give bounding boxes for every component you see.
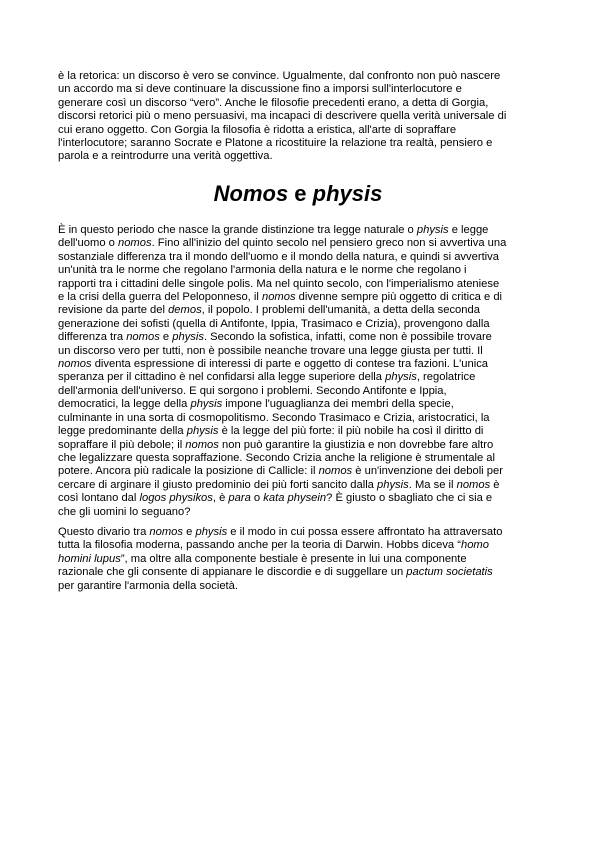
text-run: e legge xyxy=(448,224,489,236)
text-run: impone l'uguaglianza dei membri della specie, xyxy=(222,398,454,411)
title-conjunction: e xyxy=(288,181,313,206)
text-run: è un'invenzione dei deboli per xyxy=(352,465,503,478)
italic-term: physis xyxy=(416,224,449,236)
italic-term: demos xyxy=(168,304,202,317)
text-run: dell'armonia dell'universo. E qui sorgono i problemi. Secondo Antifonte e Ippia, xyxy=(58,384,447,397)
text-line xyxy=(58,371,548,384)
italic-term: nomos xyxy=(126,331,160,344)
text-line xyxy=(58,439,548,452)
text-run: revisione da parte del xyxy=(58,304,169,317)
italic-term: homo xyxy=(460,539,489,552)
text-run: dell'uomo o xyxy=(58,237,118,250)
text-run: generazione dei sofisti (quella di Antifonte, Ippia, Trasimaco e Crizia), provengono dalla xyxy=(58,317,490,330)
text-run: democratici, la legge della xyxy=(58,398,191,411)
text-line xyxy=(58,331,548,344)
section-title xyxy=(0,180,596,208)
text-run: così lontano dal xyxy=(58,492,140,505)
text-run: ? È giusto o sbagliato che ci sia e xyxy=(326,492,493,505)
body-paragraph-1 xyxy=(58,224,548,519)
text-line: parola e a reintrodurre una verità oggettiva. xyxy=(58,150,273,163)
text-line xyxy=(58,539,548,552)
text-line xyxy=(58,264,548,277)
text-line xyxy=(58,506,548,519)
text-run: differenza tra xyxy=(58,331,127,344)
text-run: è xyxy=(490,478,500,491)
text-run: e la crisi della guerra del Peloponneso, il xyxy=(58,291,262,304)
text-run: , il popolo. I problemi dell'umanità, a detta della seconda xyxy=(201,304,480,317)
italic-term: kata physein xyxy=(263,492,327,505)
text-line: è la retorica: un discorso è vero se convince. Ugualmente, dal confronto non può nascere xyxy=(58,70,501,82)
text-run: rapporti tra i cittadini delle singole polis. Ma nel quinto secolo, con l'imperialismo ateniese xyxy=(58,277,500,290)
text-line xyxy=(58,237,548,250)
text-run: diventa espressione di interessi di parte e oggetto di contese tra fazioni. L'unica xyxy=(91,358,489,371)
text-run: . Fino all'inizio del quinto secolo nel pensiero greco non si avvertiva una xyxy=(151,237,507,250)
text-run: che legalizzare questa sopraffazione. Secondo Crizia anche la religione è strumentale al xyxy=(58,451,495,464)
italic-term: physis xyxy=(172,331,204,344)
text-line xyxy=(58,224,548,237)
italic-term: nomos xyxy=(185,438,219,451)
text-run: legge predominante della xyxy=(58,425,187,438)
text-line: l'interlocutore; saranno Socrate e Platone a ricostituire la relazione tra realtà, pensiero e xyxy=(58,137,493,150)
text-line xyxy=(58,318,548,331)
text-run: , è xyxy=(212,492,229,505)
text-line xyxy=(58,452,548,465)
text-run: tutta la filosofia moderna, passando anche per la teoria di Darwin. Hobbs diceva “ xyxy=(58,539,461,552)
text-line: discorsi retorici più o meno persuasivi, ma incapaci di descrivere quella verità universale di xyxy=(58,110,507,123)
text-run: o xyxy=(250,492,264,505)
text-line xyxy=(58,358,548,371)
text-run: e il modo in cui possa essere affrontato ha attraversato xyxy=(227,526,503,538)
italic-term: physis xyxy=(195,526,228,538)
text-line: cui erano oggetto. Con Gorgia la filosofia è ridotta a eristica, all'arte di sopraffare xyxy=(58,123,457,136)
body-paragraph-2 xyxy=(58,526,548,593)
text-run: culminante in una sorta di cosmopolitismo. Secondo Trasimaco e Crizia, aristocratici, la xyxy=(58,411,490,424)
italic-term: physis xyxy=(377,478,409,491)
italic-term: nomos xyxy=(149,526,184,538)
text-line xyxy=(58,580,548,593)
italic-term: logos physikos xyxy=(139,492,213,505)
text-run: razionale che gli consente di appianare le discordie e di suggellare un xyxy=(58,566,407,579)
italic-term: nomos xyxy=(318,465,353,478)
italic-term: physis xyxy=(186,425,219,438)
text-line: un accordo ma si deve continuare la discussione fino a imporsi sull'interlocutore e xyxy=(58,83,462,96)
text-run: e xyxy=(159,331,173,344)
text-line xyxy=(58,479,548,492)
italic-term: pactum societatis xyxy=(406,566,493,579)
text-line xyxy=(58,465,548,478)
italic-term: nomos xyxy=(117,237,152,250)
text-run: e xyxy=(183,526,196,538)
text-run: . Secondo la sofistica, infatti, come non è possibile trovare xyxy=(203,331,492,344)
title-word-physis: physis xyxy=(312,181,383,206)
text-line: generare così un discorso “vero”. Anche le filosofie precedenti erano, a detta di Gorgia, xyxy=(58,96,489,109)
text-line xyxy=(58,251,548,264)
intro-paragraph xyxy=(58,70,548,164)
italic-term: physis xyxy=(190,398,223,411)
text-run: è la legge del più forte: il più nobile ha così il diritto di xyxy=(218,425,484,438)
text-run: per garantire l'armonia della società. xyxy=(58,579,238,592)
text-run: non può garantire la giustizia e non dovrebbe fare altro xyxy=(218,438,494,451)
text-run: , regolatrice xyxy=(416,371,476,384)
text-run: potere. Ancora più radicale la posizione di Callicle: il xyxy=(58,465,319,478)
text-line xyxy=(58,526,548,539)
text-line xyxy=(58,385,548,398)
text-line xyxy=(58,425,548,438)
text-run: È in questo periodo che nasce la grande distinzione tra legge naturale o xyxy=(58,224,417,236)
text-run: sostanziale differenza tra il mondo dell'uomo e il mondo della natura, e quindi si avvertiva xyxy=(58,250,499,263)
italic-term: nomos xyxy=(261,291,296,304)
italic-term: nomos xyxy=(58,358,92,371)
text-line xyxy=(58,278,548,291)
text-line xyxy=(58,304,548,317)
italic-term: para xyxy=(228,492,251,505)
text-run: Questo divario tra xyxy=(58,526,150,538)
text-line xyxy=(58,412,548,425)
text-line xyxy=(58,492,548,505)
text-run: speranza per il cittadino è nel confidarsi alla legge superiore della xyxy=(58,371,386,384)
text-run: sopraffare il più debole; il xyxy=(58,438,186,451)
text-run: divenne sempre più oggetto di critica e di xyxy=(295,291,503,304)
text-line xyxy=(58,291,548,304)
text-line xyxy=(58,553,548,566)
text-line xyxy=(58,566,548,579)
text-run: ”, ma oltre alla componente bestiale è presente in lui una componente xyxy=(120,552,467,565)
italic-term: homini lupus xyxy=(58,552,121,565)
italic-term: nomos xyxy=(456,478,491,491)
title-word-nomos: Nomos xyxy=(213,181,289,206)
text-run: cercare di arginare il giusto predominio dei più forti sancito dalla xyxy=(58,478,378,491)
italic-term: physis xyxy=(385,371,417,384)
text-line xyxy=(58,398,548,411)
text-run: un discorso vero per tutti, non è possibile neanche trovare una legge giusta per tutti. Il xyxy=(58,344,483,357)
text-line xyxy=(58,345,548,358)
text-run: che gli uomini lo seguano? xyxy=(58,505,191,518)
text-run: . Ma se il xyxy=(408,478,457,491)
text-run: un'unità tra le norme che regolano l'armonia della natura e le norme che regolano i xyxy=(58,264,467,277)
